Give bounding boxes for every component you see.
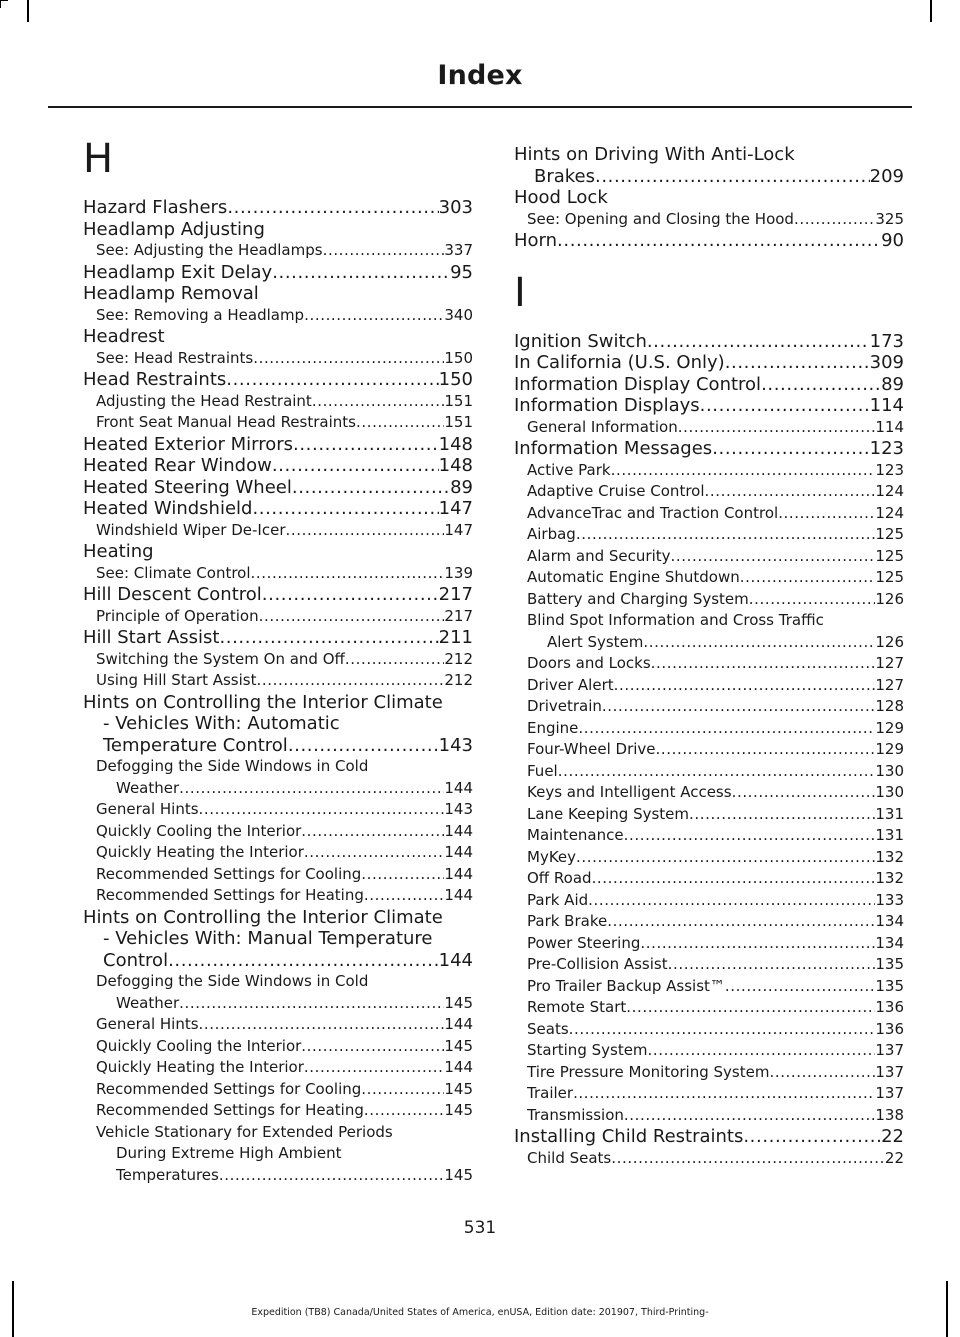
index-subentry: Remote Start ..... 136 xyxy=(514,997,904,1019)
index-subentry: Fuel ..... 130 xyxy=(514,761,904,783)
index-subentry: Adaptive Cruise Control ..... 124 xyxy=(514,481,904,503)
index-entry: Information Display Control ..... 89 xyxy=(514,374,904,396)
index-subentry: Starting System ..... 137 xyxy=(514,1040,904,1062)
index-entry: Hints on Driving With Anti-Lock Brakes ..... 209 xyxy=(514,144,904,187)
index-subentry: Pro Trailer Backup Assist™ ..... 135 xyxy=(514,976,904,998)
index-subentry: See: Head Restraints ..... 150 xyxy=(83,348,473,370)
index-subentry: General Hints ..... 143 xyxy=(83,799,473,821)
index-entry: Hints on Controlling the Interior Climate - Vehicles With: Automatic Temperature Control ..... 143 xyxy=(83,692,473,757)
index-subentry: Lane Keeping System ..... 131 xyxy=(514,804,904,826)
index-entry: Head Restraints ..... 150 xyxy=(83,369,473,391)
index-subentry: Recommended Settings for Cooling ..... 145 xyxy=(83,1079,473,1101)
index-subentry: Adjusting the Head Restraint ..... 151 xyxy=(83,391,473,413)
header-rule xyxy=(48,106,912,108)
index-entry: Hood Lock xyxy=(514,187,608,208)
index-entry: Headlamp Adjusting xyxy=(83,218,265,240)
index-entry: Heated Windshield ..... 147 xyxy=(83,498,473,520)
index-entry: Headlamp Removal xyxy=(83,283,259,304)
index-subentry: Park Aid ..... 133 xyxy=(514,890,904,912)
index-subentry: Active Park ..... 123 xyxy=(514,460,904,482)
index-entry: Heating xyxy=(83,541,154,562)
index-subentry: See: Removing a Headlamp ..... 340 xyxy=(83,305,473,327)
index-entry: Horn ..... 90 xyxy=(514,230,904,252)
index-entry: Heated Steering Wheel ..... 89 xyxy=(83,477,473,499)
index-subentry: Tire Pressure Monitoring System ..... 137 xyxy=(514,1062,904,1084)
index-subentry: AdvanceTrac and Traction Control ..... 124 xyxy=(514,503,904,525)
index-subentry: Quickly Cooling the Interior ..... 144 xyxy=(83,821,473,843)
index-subentry: Defogging the Side Windows in Cold Weather ..... 145 xyxy=(83,971,473,1014)
crop-mark xyxy=(0,0,1,8)
page-title: Index xyxy=(437,60,523,91)
index-subentry: Using Hill Start Assist ..... 212 xyxy=(83,670,473,692)
index-subentry: See: Climate Control ..... 139 xyxy=(83,563,473,585)
index-subentry: Transmission ..... 138 xyxy=(514,1105,904,1127)
index-subentry: Trailer ..... 137 xyxy=(514,1083,904,1105)
index-subentry: Child Seats ..... 22 xyxy=(514,1148,904,1170)
index-subentry: Airbag ..... 125 xyxy=(514,524,904,546)
index-subentry: Power Steering ..... 134 xyxy=(514,933,904,955)
index-subentry: Park Brake ..... 134 xyxy=(514,911,904,933)
footer-text: Expedition (TB8) Canada/United States of America, enUSA, Edition date: 201907, Third-Printing- xyxy=(251,1307,709,1318)
index-subentry: Quickly Heating the Interior ..... 144 xyxy=(83,842,473,864)
index-subentry: Automatic Engine Shutdown ..... 125 xyxy=(514,567,904,589)
index-subentry: Front Seat Manual Head Restraints ..... 151 xyxy=(83,412,473,434)
index-entry: Information Messages ..... 123 xyxy=(514,438,904,460)
index-subentry: Battery and Charging System ..... 126 xyxy=(514,589,904,611)
index-subentry: Quickly Cooling the Interior ..... 145 xyxy=(83,1036,473,1058)
index-letter: I xyxy=(514,269,526,316)
index-entry: Heated Exterior Mirrors ..... 148 xyxy=(83,434,473,456)
index-letter: H xyxy=(83,136,114,182)
index-column-right xyxy=(514,144,904,1169)
index-subentry: Seats ..... 136 xyxy=(514,1019,904,1041)
index-subentry: Driver Alert ..... 127 xyxy=(514,675,904,697)
index-subentry: Alarm and Security ..... 125 xyxy=(514,546,904,568)
index-subentry: Doors and Locks ..... 127 xyxy=(514,653,904,675)
index-subentry: See: Opening and Closing the Hood ..... 325 xyxy=(514,209,904,231)
index-entry: Information Displays ..... 114 xyxy=(514,395,904,417)
index-entry: Heated Rear Window ..... 148 xyxy=(83,455,473,477)
index-subentry: Drivetrain ..... 128 xyxy=(514,696,904,718)
index-subentry: General Information ..... 114 xyxy=(514,417,904,439)
index-entry: Headlamp Exit Delay ..... 95 xyxy=(83,262,473,284)
page-number: 531 xyxy=(463,1218,497,1238)
index-entry: Hill Start Assist ..... 211 xyxy=(83,627,473,649)
index-entry: Ignition Switch ..... 173 xyxy=(514,331,904,353)
index-entry: Hints on Controlling the Interior Climate - Vehicles With: Manual Temperature Control ..... 144 xyxy=(83,907,473,972)
crop-mark xyxy=(930,0,932,22)
index-entry: Hill Descent Control ..... 217 xyxy=(83,584,473,606)
index-subentry: Recommended Settings for Cooling ..... 144 xyxy=(83,864,473,886)
index-entry: Hazard Flashers ..... 303 xyxy=(83,197,473,219)
index-subentry: MyKey ..... 132 xyxy=(514,847,904,869)
index-subentry: See: Adjusting the Headlamps ..... 337 xyxy=(83,240,473,262)
index-subentry: Keys and Intelligent Access ..... 130 xyxy=(514,782,904,804)
index-subentry: Maintenance ..... 131 xyxy=(514,825,904,847)
index-subentry: Blind Spot Information and Cross Traffic Alert System ..... 126 xyxy=(514,610,904,653)
index-subentry: Recommended Settings for Heating ..... 145 xyxy=(83,1100,473,1122)
index-subentry: Pre-Collision Assist ..... 135 xyxy=(514,954,904,976)
index-entry: Headrest xyxy=(83,326,165,347)
index-subentry: Four-Wheel Drive ..... 129 xyxy=(514,739,904,761)
index-subentry: Defogging the Side Windows in Cold Weather ..... 144 xyxy=(83,756,473,799)
index-subentry: Principle of Operation ..... 217 xyxy=(83,606,473,628)
index-subentry: Switching the System On and Off ..... 212 xyxy=(83,649,473,671)
index-subentry: Engine ..... 129 xyxy=(514,718,904,740)
crop-mark xyxy=(0,0,8,1)
index-subentry: Vehicle Stationary for Extended Periods During Extreme High Ambient Temperatures ..... 145 xyxy=(83,1122,473,1187)
index-subentry: Off Road ..... 132 xyxy=(514,868,904,890)
crop-mark xyxy=(27,0,29,22)
index-subentry: Recommended Settings for Heating ..... 144 xyxy=(83,885,473,907)
index-subentry: Windshield Wiper De-Icer ..... 147 xyxy=(83,520,473,542)
index-entry: In California (U.S. Only) ..... 309 xyxy=(514,352,904,374)
index-subentry: General Hints ..... 144 xyxy=(83,1014,473,1036)
index-subentry: Quickly Heating the Interior ..... 144 xyxy=(83,1057,473,1079)
index-entry: Installing Child Restraints ..... 22 xyxy=(514,1126,904,1148)
index-column-left xyxy=(83,134,473,1186)
